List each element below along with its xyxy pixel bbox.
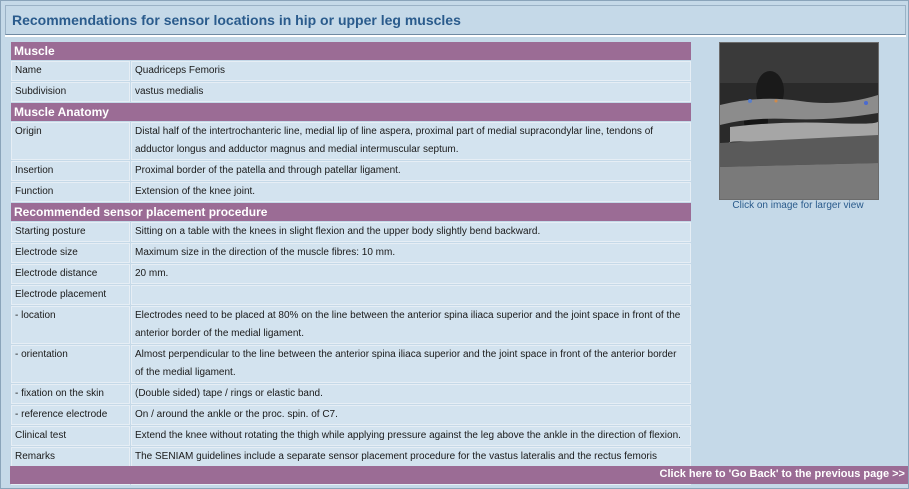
table-row [11,122,691,160]
row-value: vastus medialis [131,82,691,102]
title-divider [5,35,906,37]
row-label: Starting posture [11,222,130,242]
table-row [11,161,691,181]
table-row [11,264,691,284]
page-title: Recommendations for sensor locations in hip or upper leg muscles [12,12,461,28]
table-row [11,243,691,263]
row-value: Proximal border of the patella and through patellar ligament. [131,161,691,181]
row-label: Electrode placement [11,285,130,305]
row-value: Almost perpendicular to the line between the anterior spina iliaca superior and the joint space in front of the anterior border of the medial ligament. [131,345,691,383]
row-label: Remarks [11,447,130,485]
section-header: Muscle Anatomy [11,103,691,121]
row-label: Subdivision [11,82,130,102]
table-row [11,61,691,81]
row-label: Electrode size [11,243,130,263]
row-label: - reference electrode [11,405,130,425]
row-label: Function [11,182,130,202]
row-value: Extend the knee without rotating the thigh while applying pressure against the leg above the ankle in the direction of flexion. [131,426,691,446]
title-bar [5,5,906,35]
leg-photo-icon[interactable] [720,43,878,199]
row-value: Distal half of the intertrochanteric line, medial lip of line aspera, proximal part of medial supracondylar line, tendons of adductor longus and adductor magnus and medial intermuscular septum. [131,122,691,160]
go-back-bar[interactable] [10,466,908,484]
section-row [11,203,691,221]
section-header: Recommended sensor placement procedure [11,203,691,221]
go-back-link[interactable]: Click here to 'Go Back' to the previous page >> [659,468,905,480]
row-label: Name [11,61,130,81]
enlarge-image-link[interactable]: Click on image for larger view [732,200,864,211]
table-row [11,345,691,383]
row-value: 20 mm. [131,264,691,284]
table-row [11,306,691,344]
row-value: On / around the ankle or the proc. spin. of C7. [131,405,691,425]
table-row [11,426,691,446]
row-label: Clinical test [11,426,130,446]
table-row [11,384,691,404]
row-label: - fixation on the skin [11,384,130,404]
table-row [11,82,691,102]
row-value: Electrodes need to be placed at 80% on the line between the anterior spina iliaca superior and the joint space in front of the anterior border of the medial ligament. [131,306,691,344]
row-value: Extension of the knee joint. [131,182,691,202]
row-value: Quadriceps Femoris [131,61,691,81]
row-value [131,285,691,305]
section-header: Muscle [11,42,691,60]
muscle-spec-table [10,41,692,486]
table-row [11,405,691,425]
table-row [11,222,691,242]
row-label: Insertion [11,161,130,181]
row-value: Maximum size in the direction of the muscle fibres: 10 mm. [131,243,691,263]
row-label: - location [11,306,130,344]
table-row [11,285,691,305]
section-row [11,103,691,121]
row-value: Sitting on a table with the knees in slight flexion and the upper body slightly bend backward. [131,222,691,242]
row-label: Electrode distance [11,264,130,284]
row-label: Origin [11,122,130,160]
row-value: (Double sided) tape / rings or elastic band. [131,384,691,404]
row-value: The SENIAM guidelines include a separate sensor placement procedure for the vastus lateralis and the rectus femoris [131,447,691,485]
muscle-photo[interactable] [719,42,879,200]
section-row [11,42,691,60]
row-label: - orientation [11,345,130,383]
table-row [11,182,691,202]
